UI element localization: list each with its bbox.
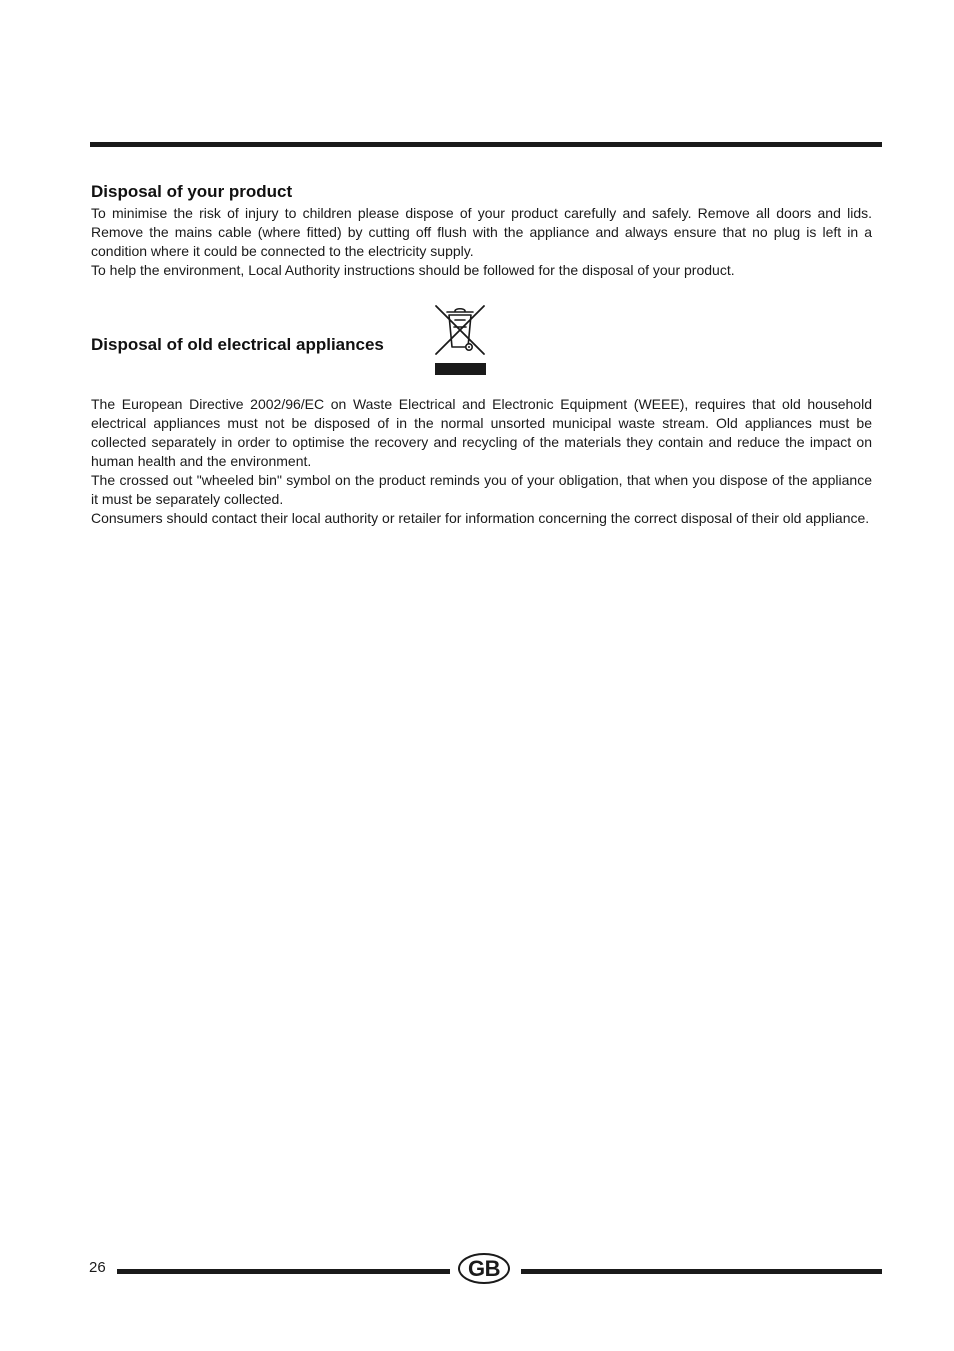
footer-rule-right	[521, 1269, 882, 1274]
language-badge: GB	[458, 1253, 510, 1284]
paragraph: Consumers should contact their local authority or retailer for information concerning the correct disposal of their old appliance.	[91, 510, 870, 526]
section-title-disposal-of-old-appliances: Disposal of old electrical appliances	[91, 335, 384, 354]
crossed-out-wheeled-bin-icon	[433, 303, 487, 376]
section-body-disposal-of-product	[91, 204, 872, 280]
page-number: 26	[89, 1259, 106, 1276]
section-body-disposal-of-old-appliances	[91, 395, 872, 528]
paragraph: To minimise the risk of injury to children please dispose of your product carefully and safely. Remove all doors and lids. Remove the mains cable (where fitted) by cutting off flush with the appliance and always ensure that no plug is left in a condition where it could be connected to the electricity supply.	[91, 205, 872, 259]
paragraph: The European Directive 2002/96/EC on Waste Electrical and Electronic Equipment (WEEE), requires that old household electrical appliances must not be disposed of in the normal unsorted municipal waste stream. Old appliances must be collected separately in order to optimise the recovery and recycling of the materials they contain and reduce the impact on human health and the environment.	[91, 396, 872, 469]
footer-rule-left	[117, 1269, 450, 1274]
section-title-disposal-of-product: Disposal of your product	[91, 182, 293, 201]
paragraph: The crossed out "wheeled bin" symbol on the product reminds you of your obligation, that when you dispose of the appliance it must be separately collected.	[91, 472, 872, 507]
top-rule	[90, 142, 882, 147]
paragraph: To help the environment, Local Authority instructions should be followed for the disposal of your product.	[91, 262, 735, 278]
